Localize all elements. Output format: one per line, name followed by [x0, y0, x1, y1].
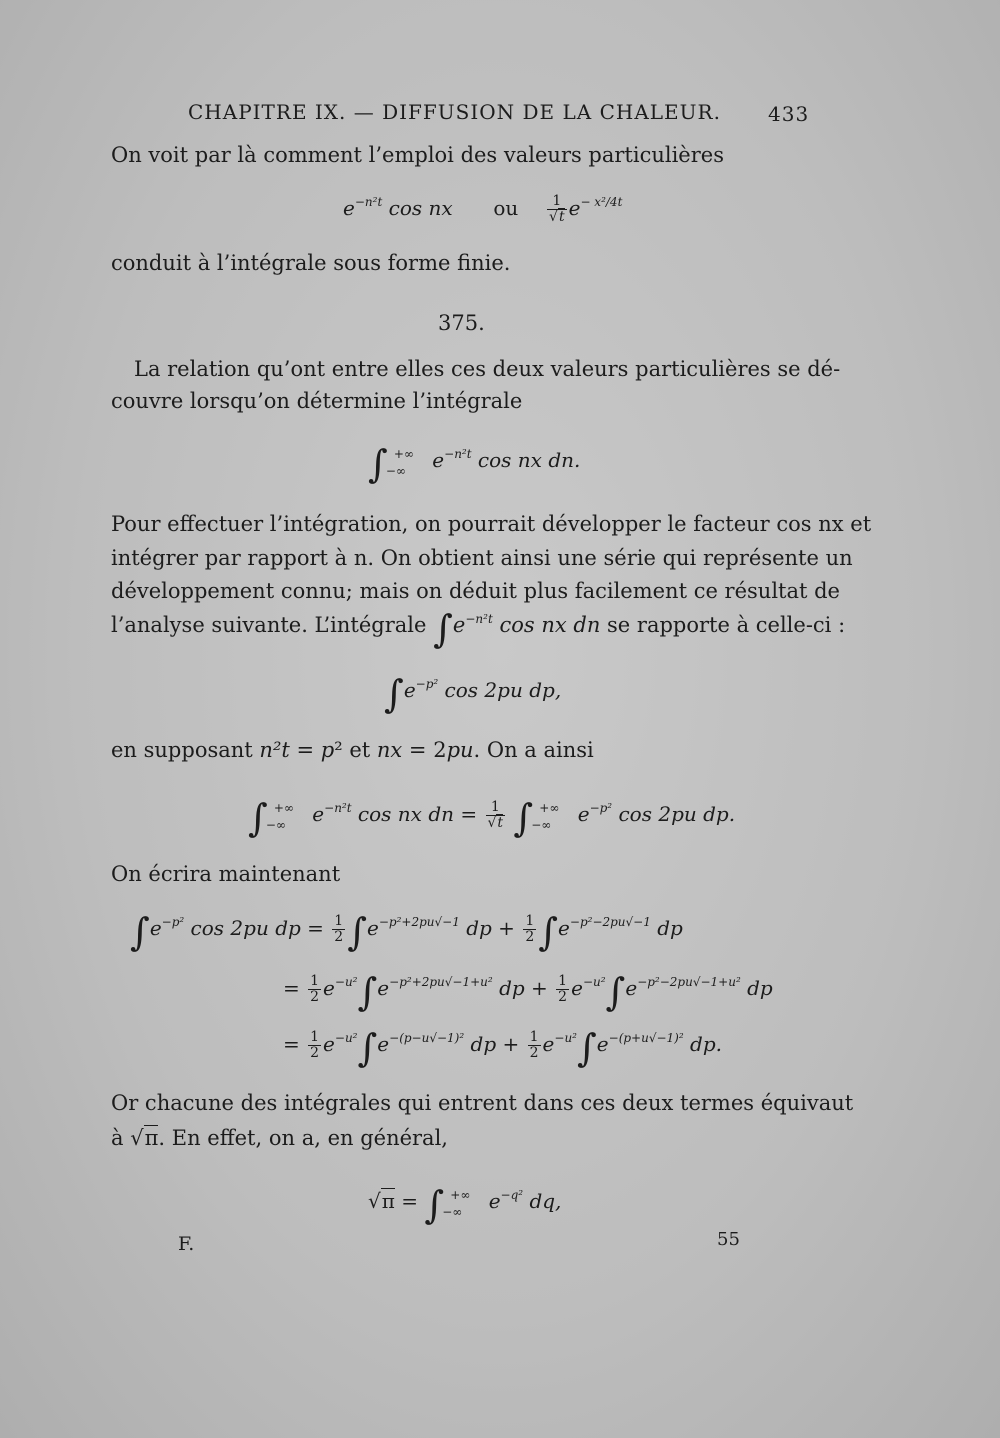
paragraph-4-line-1: Pour effectuer l’intégration, on pourrait développer le facteur cos nx et [111, 512, 872, 536]
equation-1: $e^{-n^2t}$ cos nx ou $\frac{1}{√t}$ $e^{- x^2/4t}$ [343, 193, 623, 225]
paragraph-7-line-2: à √π. En effet, on a, en général, [111, 1126, 448, 1150]
equation-5-line-1: $\int e^{-p^2}$ cos 2pu dp = $\frac{1}{2}$ $\int e^{-p^2+2pu√-1}$ dp + $\frac{1}{2}$ $\int e^{-p^2-2pu√-1}$ dp [130, 910, 683, 954]
running-title: CHAPITRE IX. — DIFFUSION DE LA CHALEUR. [188, 100, 721, 124]
equation-1-connector: ou [493, 196, 519, 220]
paragraph-4-line-3: développement connu; mais on déduit plus facilement ce résultat de [111, 579, 840, 603]
printer-signature: F. [178, 1233, 195, 1255]
equation-5-line-2: = $\frac{1}{2}$ $e^{-u^2}\int e^{-p^2+2pu√-1+u^2}$ dp + $\frac{1}{2}$ $e^{-u^2}\int e^{-p^2-2pu√-1+u^2}$ dp [283, 970, 773, 1014]
equation-5-line-3: = $\frac{1}{2}$ $e^{-u^2}\int e^{-(p-u√-1)^2}$ dp + $\frac{1}{2}$ $e^{-u^2}\int e^{-(p+u√-1)^2}$ dp. [283, 1026, 722, 1070]
paragraph-4-line-4: l’analyse suivante. L’intégrale $\int e^{-n^2t}$ cos nx dn se rapporte à celle-ci : [111, 607, 846, 651]
paragraph-4-line-2: intégrer par rapport à n. On obtient ainsi une série qui représente un [111, 546, 853, 570]
paragraph-3-line-2: couvre lorsqu’on détermine l’intégrale [111, 389, 523, 413]
sheet-number: 55 [717, 1229, 740, 1250]
paragraph-6: On écrira maintenant [111, 862, 341, 886]
equation-3: $\int e^{-p^2}$ cos 2pu dp, [384, 672, 562, 716]
section-number: 375. [438, 311, 485, 335]
paragraph-7-line-1: Or chacune des intégrales qui entrent dans ces deux termes équivaut [111, 1091, 854, 1115]
paragraph-2: conduit à l’intégrale sous forme finie. [111, 251, 511, 275]
paragraph-1: On voit par là comment l’emploi des valeurs particulières [111, 143, 724, 167]
paragraph-5: en supposant n²t = p² et nx = 2pu. On a ainsi [111, 738, 594, 762]
equation-4: $\int_{-\infty}^{+\infty}$ $e^{-n^2t}$ cos nx dn = $\frac{1}{√t}$ $\int_{-\infty}^{+\infty}$ $e^{-p^2}$ cos 2pu dp. [248, 796, 736, 840]
equation-6: $√\pi = \int_{-\infty}^{+\infty}$ $e^{-q^2}$ dq, [368, 1183, 562, 1227]
paragraph-3-line-1: La relation qu’ont entre elles ces deux valeurs particulières se dé- [134, 357, 841, 381]
page-number: 433 [768, 102, 810, 126]
equation-2: $\int_{-\infty}^{+\infty}$ $e^{-n^2t}$ cos nx dn. [368, 442, 581, 486]
